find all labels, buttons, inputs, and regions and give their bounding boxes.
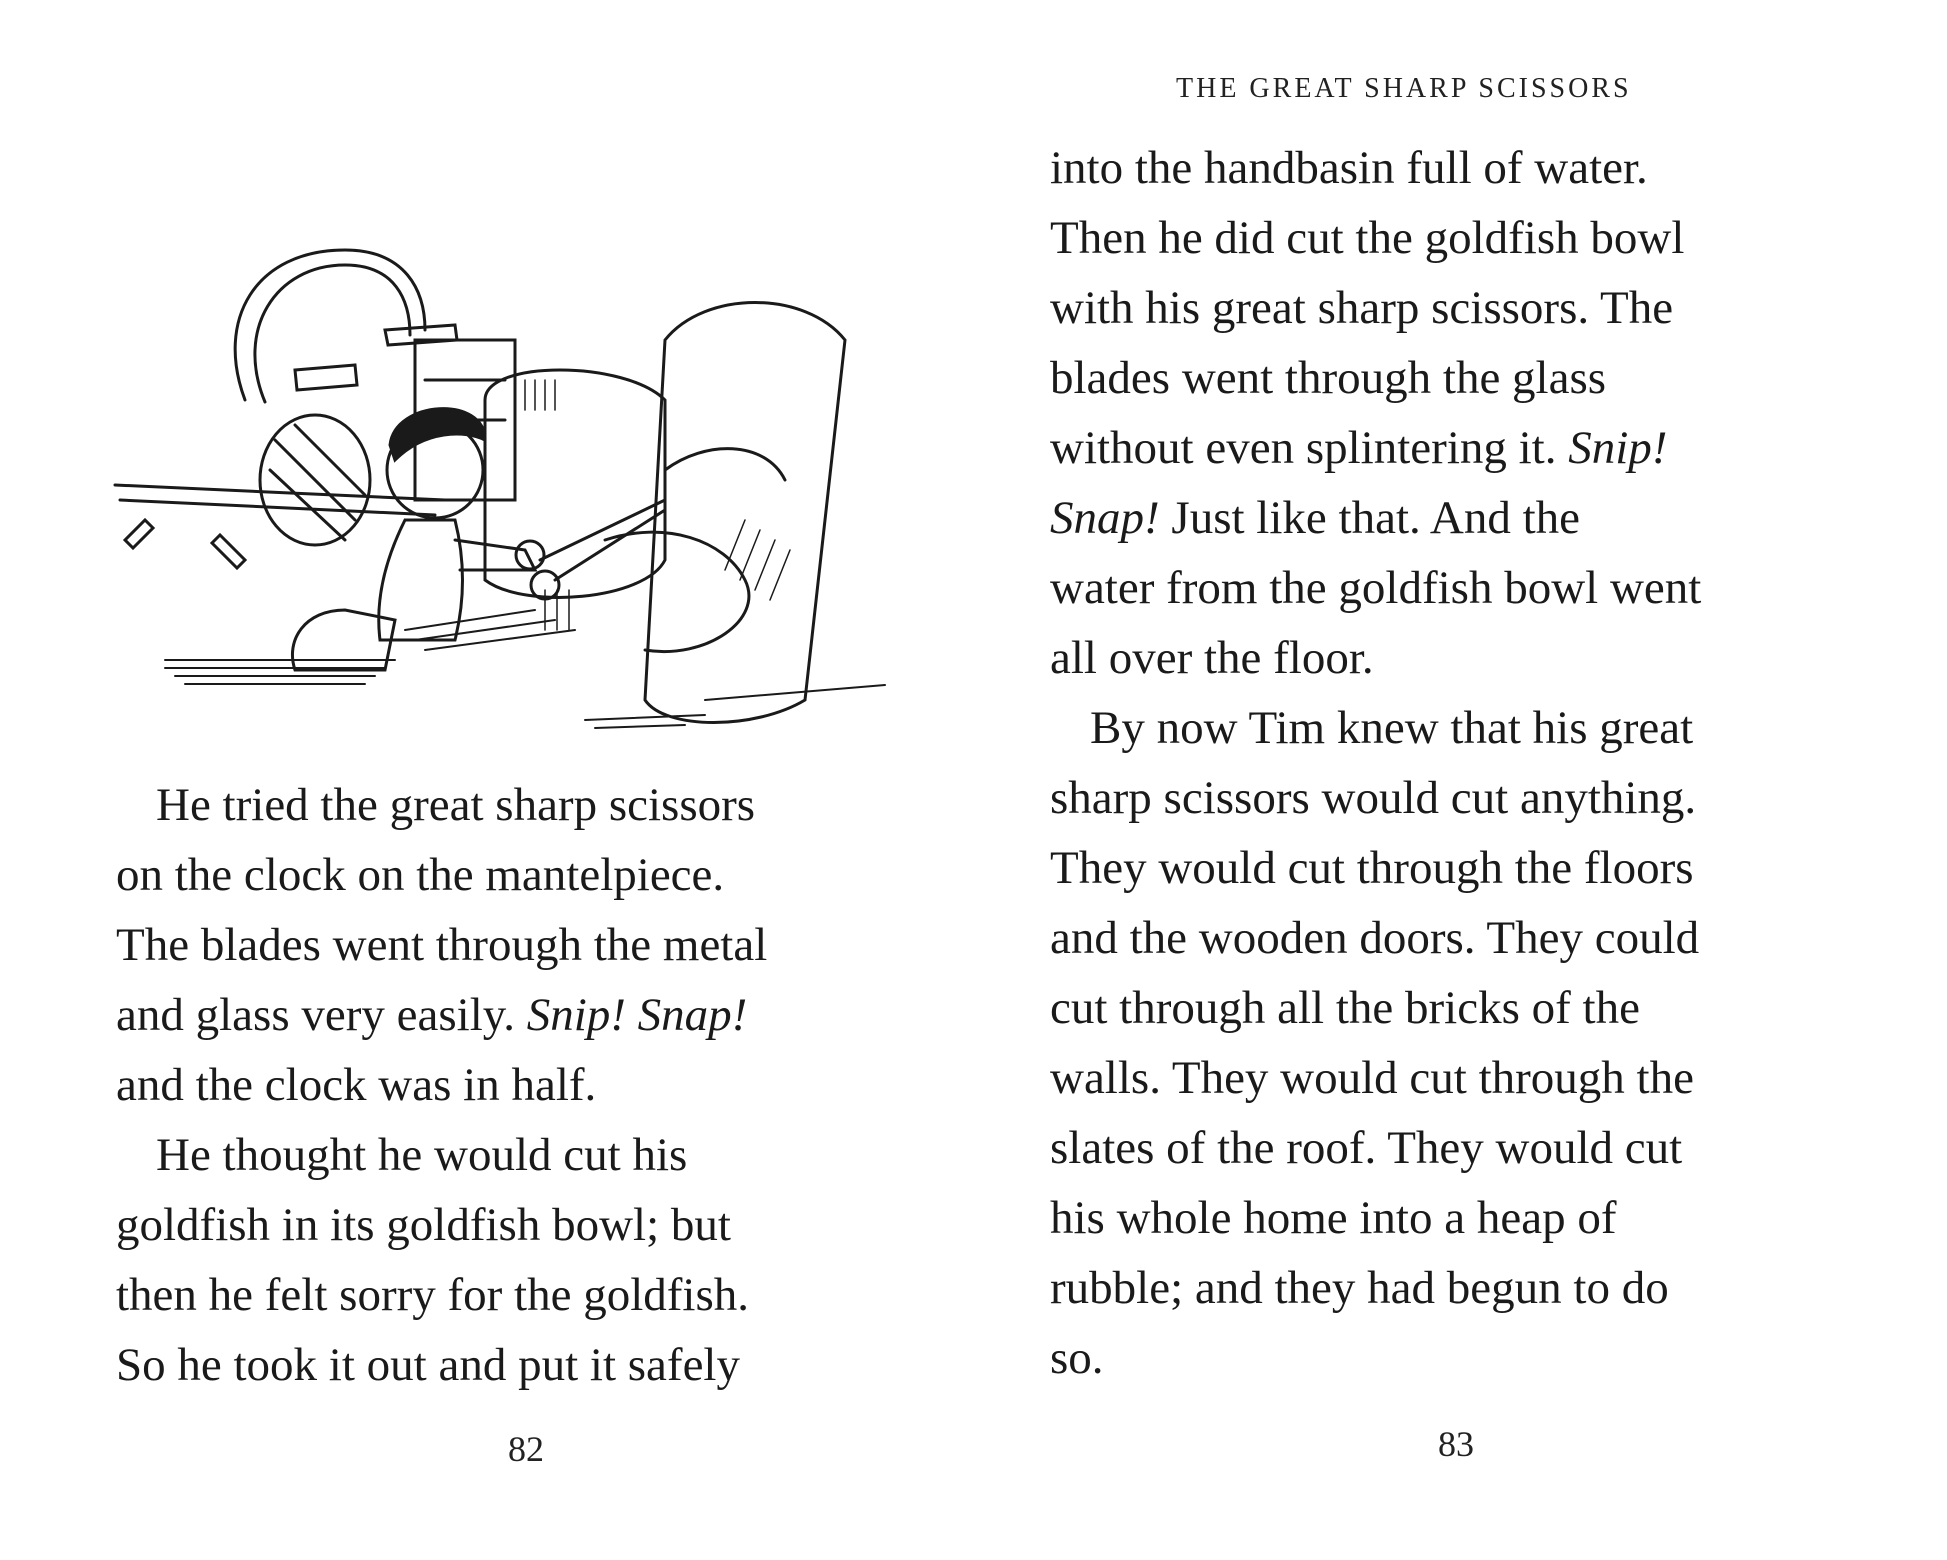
text-line: He tried the great sharp scissors	[156, 779, 756, 831]
text-line: Then he did cut the goldfish bowl	[1050, 212, 1685, 264]
text-line: rubble; and they had begun to do	[1050, 1262, 1669, 1314]
text-line	[1050, 483, 1701, 553]
text-line	[1050, 413, 1701, 483]
text-span: and glass very easily.	[116, 989, 527, 1041]
italic-snip: Snip!	[1568, 422, 1668, 474]
right-page-body-text	[1050, 133, 1701, 1393]
text-line: and the wooden doors. They could	[1050, 912, 1700, 964]
text-span: without even splintering it.	[1050, 422, 1569, 474]
illustration-boy-cutting-with-scissors	[105, 140, 935, 760]
page-number: 83	[1438, 1424, 1474, 1464]
text-line: So he took it out and put it safely	[116, 1339, 740, 1391]
page-number: 82	[508, 1429, 544, 1469]
text-line: then he felt sorry for the goldfish.	[116, 1269, 750, 1321]
text-line: They would cut through the floors	[1050, 842, 1694, 894]
text-line: walls. They would cut through the	[1050, 1052, 1694, 1104]
text-line: By now Tim knew that his great	[1090, 702, 1694, 754]
italic-snip-snap: Snip! Snap!	[526, 989, 748, 1041]
text-line: all over the floor.	[1050, 632, 1374, 684]
text-line: into the handbasin full of water.	[1050, 142, 1648, 194]
text-line: goldfish in its goldfish bowl; but	[116, 1199, 731, 1251]
text-line: his whole home into a heap of	[1050, 1192, 1617, 1244]
running-head-chapter-title: THE GREAT SHARP SCISSORS	[1176, 73, 1632, 104]
text-line: with his great sharp scissors. The	[1050, 282, 1674, 334]
text-line: blades went through the glass	[1050, 352, 1607, 404]
text-span: Just like that. And the	[1159, 492, 1581, 544]
text-line: so.	[1050, 1332, 1104, 1384]
text-line: He thought he would cut his	[156, 1129, 688, 1181]
left-page-body-text	[116, 770, 767, 1400]
text-line: cut through all the bricks of the	[1050, 982, 1640, 1034]
text-line: on the clock on the mantelpiece.	[116, 849, 725, 901]
text-line: sharp scissors would cut anything.	[1050, 772, 1697, 824]
text-line	[116, 980, 767, 1050]
italic-snap: Snap!	[1050, 492, 1160, 544]
text-line: The blades went through the metal	[116, 919, 768, 971]
text-line: and the clock was in half.	[116, 1059, 597, 1111]
text-line: water from the goldfish bowl went	[1050, 562, 1702, 614]
text-line: slates of the roof. They would cut	[1050, 1122, 1683, 1174]
